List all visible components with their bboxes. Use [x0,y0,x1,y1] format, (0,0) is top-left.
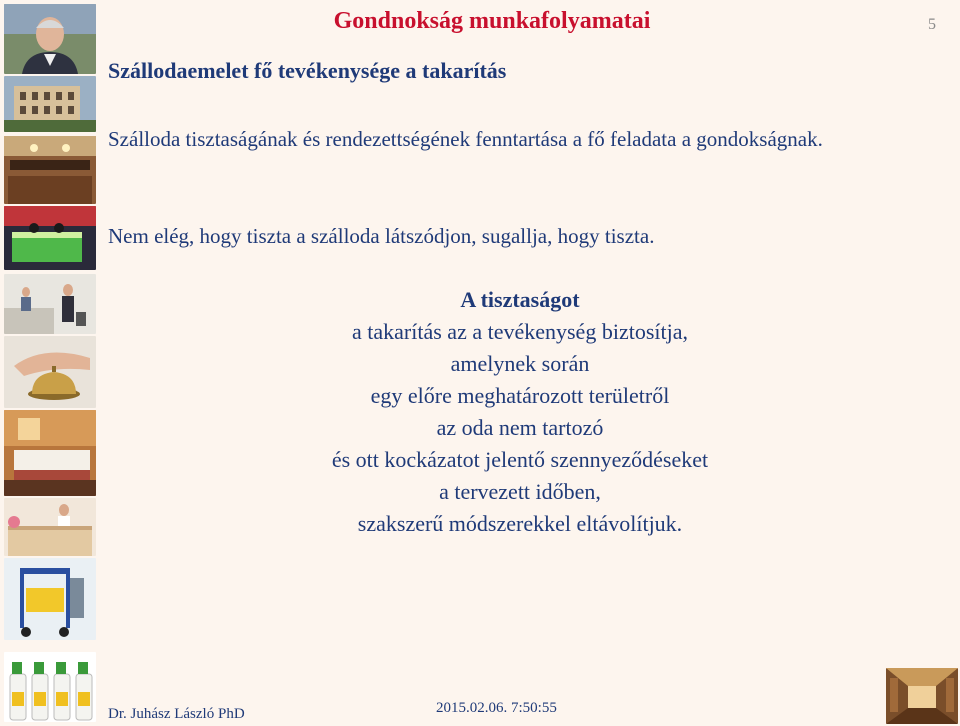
definition-lead: A tisztaságot [460,287,580,312]
definition-line: egy előre meghatározott területről [370,383,670,408]
footer-datetime: 2015.02.06. 7:50:55 [436,700,557,716]
definition-line: és ott kockázatot jelentő szennyeződéseket [331,447,709,472]
definition-line: az oda nem tartozó [436,415,604,440]
cleanliness-definition [180,284,860,540]
definition-line: a tervezett időben, [439,479,601,504]
definition-line: amelynek során [450,351,590,376]
slide-title: Gondnokság munkafolyamatai [333,8,651,34]
cleaning-cart-photo [4,558,96,640]
guests-checkin-photo [4,274,96,334]
hotel-room-photo [4,410,96,496]
definition-line: szakszerű módszerekkel eltávolítjuk. [357,511,683,536]
paragraph-main-task: Szálloda tisztaságának és rendezettségének fenntartása a fő feladata a gondokságnak. [108,127,823,151]
page-number: 5 [928,16,936,33]
corridor-photo [886,668,958,724]
footer-author: Dr. Juhász László PhD [108,706,245,722]
slide-title-container [80,8,904,35]
hotel-building-photo [4,76,96,132]
spray-bottles-photo [4,652,96,722]
hand-bell-photo [4,336,96,408]
lobby-lights-photo [4,206,96,270]
definition-line: a takarítás az a tevékenység biztosítja, [352,319,688,344]
front-desk-photo [4,498,96,556]
paragraph-appearance: Nem elég, hogy tiszta a szálloda látszódjon, sugallja, hogy tiszta. [108,224,655,248]
section-heading: Szállodaemelet fő tevékenysége a takarítás [108,58,507,83]
reception-desk-photo [4,136,96,204]
